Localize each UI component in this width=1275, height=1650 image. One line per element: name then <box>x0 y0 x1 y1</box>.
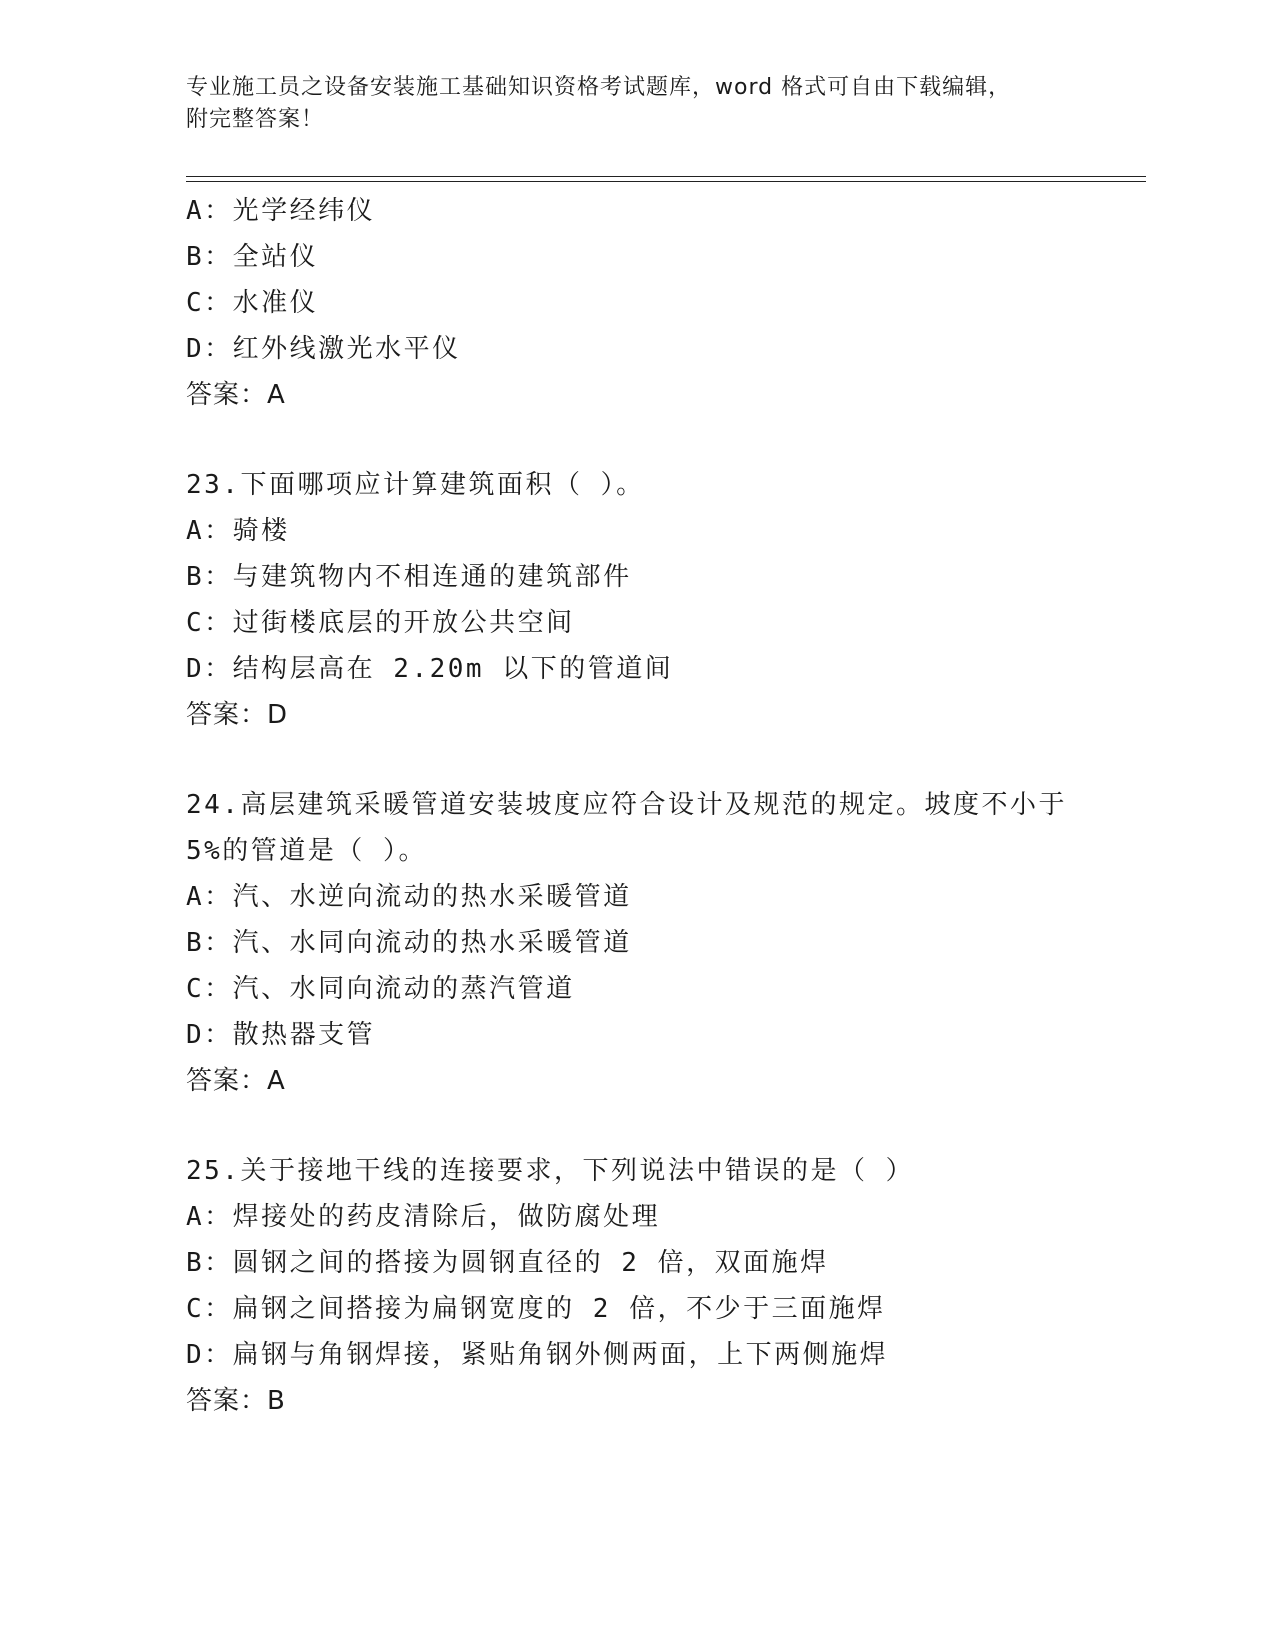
answer: 答案：D <box>186 700 289 730</box>
spacer <box>186 738 1146 782</box>
option-c: C：扁钢之间搭接为扁钢宽度的 2 倍，不少于三面施焊 <box>186 1294 886 1324</box>
question-stem-line-1: 24.高层建筑采暖管道安装坡度应符合设计及规范的规定。坡度不小于 <box>186 790 1067 820</box>
answer: 答案：A <box>186 1066 286 1096</box>
question-stem <box>186 782 1146 874</box>
option-a: A：骑楼 <box>186 516 290 546</box>
option-d: D：扁钢与角钢焊接，紧贴角钢外侧两面，上下两侧施焊 <box>186 1340 889 1370</box>
header-divider-top <box>186 176 1146 177</box>
header-line-2: 附完整答案！ <box>186 107 325 132</box>
option-c: C：汽、水同向流动的蒸汽管道 <box>186 974 575 1004</box>
option-c: C：过街楼底层的开放公共空间 <box>186 608 575 638</box>
question-list <box>186 188 1146 1424</box>
option-a: A：汽、水逆向流动的热水采暖管道 <box>186 882 632 912</box>
option-a: A：焊接处的药皮清除后，做防腐处理 <box>186 1202 661 1232</box>
option-a: A：光学经纬仪 <box>186 196 376 226</box>
option-d: D：红外线激光水平仪 <box>186 334 461 364</box>
option-d: D：散热器支管 <box>186 1020 376 1050</box>
question-22 <box>186 188 1146 418</box>
question-23 <box>186 462 1146 738</box>
question-stem: 23.下面哪项应计算建筑面积（ ）。 <box>186 470 645 500</box>
header-line-1: 专业施工员之设备安装施工基础知识资格考试题库，word 格式可自由下载编辑， <box>186 75 1012 100</box>
document-header <box>186 72 1086 136</box>
option-b: B：汽、水同向流动的热水采暖管道 <box>186 928 632 958</box>
spacer <box>186 418 1146 462</box>
option-b: B：全站仪 <box>186 242 319 272</box>
option-b: B：圆钢之间的搭接为圆钢直径的 2 倍，双面施焊 <box>186 1248 829 1278</box>
answer: 答案：A <box>186 380 286 410</box>
answer: 答案：B <box>186 1386 286 1416</box>
question-stem: 25.关于接地干线的连接要求，下列说法中错误的是（ ） <box>186 1156 915 1186</box>
option-c: C：水准仪 <box>186 288 319 318</box>
header-divider-bottom <box>186 181 1146 182</box>
question-stem-line-2: 5%的管道是（ ）。 <box>186 836 427 866</box>
question-25 <box>186 1148 1146 1424</box>
question-24 <box>186 782 1146 1104</box>
spacer <box>186 1104 1146 1148</box>
option-b: B：与建筑物内不相连通的建筑部件 <box>186 562 632 592</box>
option-d: D：结构层高在 2.20m 以下的管道间 <box>186 654 674 684</box>
